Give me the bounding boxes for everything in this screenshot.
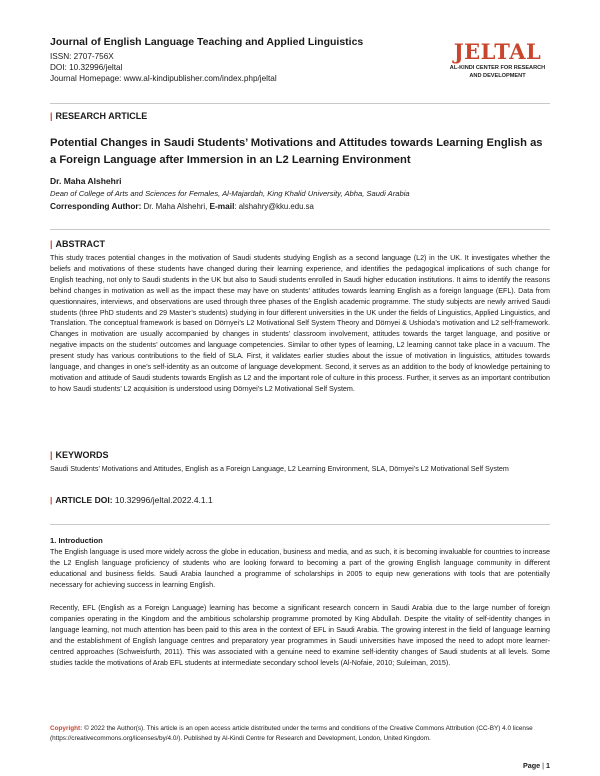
accent-bar-icon: | [50, 111, 53, 121]
keywords-heading-text: KEYWORDS [55, 450, 109, 460]
journal-issn: ISSN: 2707-756X [50, 52, 114, 61]
copyright-notice [50, 724, 550, 743]
keywords-text: Saudi Students’ Motivations and Attitudes, English as a Foreign Language, L2 Learning Environment, SLA, Dörnyei’s L2 Motivational Self System [50, 465, 509, 473]
logo-subtitle-line1: AL-KINDI CENTER FOR RESEARCH [449, 65, 546, 71]
copyright-label: Copyright: [50, 725, 83, 732]
keywords-heading [50, 450, 109, 460]
abstract-heading-text: ABSTRACT [55, 239, 106, 249]
article-doi-label: ARTICLE DOI: [55, 495, 113, 505]
article-doi-link[interactable]: 10.32996/jeltal.2022.4.1.1 [112, 495, 213, 505]
accent-bar-icon: | [50, 239, 53, 249]
author-name: Dr. Maha Alshehri [50, 176, 122, 186]
introduction-heading: 1. Introduction [50, 536, 103, 545]
accent-bar-icon: | [50, 450, 53, 460]
corresponding-author [50, 201, 314, 211]
page-number: 1 [546, 761, 550, 770]
article-title: Potential Changes in Saudi Students’ Motivations and Attitudes towards Learning English as a Foreign Language after Immersion in an L2 Learning Environment [50, 137, 543, 166]
accent-bar-icon: | [50, 495, 53, 505]
jeltal-logo [445, 40, 550, 80]
page-footer [523, 761, 550, 770]
introduction-paragraph-2: Recently, EFL (English as a Foreign Language) learning has become a significant research concern in Saudi Arabia due to the large number of foreign companies operating in the Kingdom and the ambitious scholarship programme promoted by King Abdullah. Despite the vitality of self-identity changes in language learning, not much attention has been paid to this area in the context of EFL in Saudi Arabia. The growing interest in the field of language learning and the establishment of English language centres and preparatory year programmes in Saudi universities have imposed the need to adopt more learner-centred approaches (Schweisfurth, 2011). This was associated with a genuine need to examine self-identity changes of Saudi students at all levels. Some studies tackle the motivations of Arab EFL students at intermediate secondary school levels (Al-Nofaie, 2010; Suleiman, 2015). [50, 604, 550, 667]
abstract-divider [50, 229, 550, 230]
article-type-label [50, 111, 147, 121]
journal-title: Journal of English Language Teaching and Applied Linguistics [50, 36, 364, 48]
corresponding-name: Dr. Maha Alshehri, [143, 202, 208, 211]
introduction-paragraph-1: The English language is used more widely across the globe in education, business and media, and as such, it is becoming invaluable for countries to increase the L2 English language proficiency of students who are looking forward to becoming a part of the growing English language community in different educational and business fields. Saudi Arabia launched a programme of scholarships in 2005 to equip new generations with tools that are potentially necessary for achieving success in learning English. [50, 548, 550, 589]
article-doi [50, 495, 213, 505]
abstract-text: This study traces potential changes in the motivation of Saudi students studying English as a second language (L2) in the UK. It investigates whether the beliefs and motivations of these students have changed during their learning experience, and identifies the pedagogical implications of such change for English teaching, not only to Saudi students in the UK but also to Saudi students enrolled in Saudi higher education institutions. It aims to identify the reasons behind changes in motivation as well as the impact these may have on students’ attitudes towards learning English as a foreign language (EFL). Data from questionnaires, interviews, and observations are used through three phases of the English academic programme. The study subjects are newly arrived Saudi students (three PhD students and 29 Master’s students) studying in four different universities in the UK under the fields of Linguistics, Applied Linguistics, and Translation. The conceptual framework is based on Dörnyei’s L2 Motivational Self System Theory and Dörnyei & Ushioda’s motivation and L2 self-framework. Changes in motivation are usually accompanied by changes in students’ classroom involvement, attitudes towards the target language, and positive or negative impacts on the students’ outcomes and language competencies. Similar to other types of learning, L2 learning cannot take place in a vacuum. The present study has various contributions to the field of SLA. First, it validates earlier studies about the issue of motivation in linguistics, attitudes towards language, and changes in one’s self-identity as an outcome of language development. Second, it serves as an addition to the body of knowledge pertaining to motivation and attitude of Saudi students towards English as L2 and the important role of culture in this process. Further, it serves as an important contribution to how Saudi students’ L2 acquisition is understood using Dörnyei’s L2 Motivational Self System. [50, 254, 550, 393]
copyright-text: © 2022 the Author(s). This article is an open access article distributed under the terms and conditions of the Creative Commons Attribution (CC-BY) 4.0 license (https://creativecommons.org/licenses/by/4.0/). Published by Al-Kindi Centre for Research and Development, London, United Kingdom. [50, 725, 533, 742]
abstract-heading [50, 239, 105, 249]
email-label: E-mail [209, 201, 235, 211]
journal-doi: DOI: 10.32996/jeltal [50, 63, 123, 72]
page-label: Page [522, 761, 541, 770]
logo-mark: JELTAL [453, 39, 542, 64]
corresponding-label: Corresponding Author: [50, 201, 142, 211]
footer-separator: | [542, 761, 544, 770]
header-divider [50, 103, 550, 104]
logo-subtitle-line2: AND DEVELOPMENT [469, 73, 526, 79]
author-affiliation: Dean of College of Arts and Sciences for Females, Al-Majardah, King Khalid University, Abha, Saudi Arabia [50, 189, 410, 198]
journal-homepage-link[interactable]: Journal Homepage: www.al-kindipublisher.com/index.php/jeltal [50, 74, 277, 83]
article-type-text: RESEARCH ARTICLE [55, 111, 148, 121]
journal-header [50, 36, 550, 96]
email-address-link[interactable]: : alshahry@kku.edu.sa [234, 202, 314, 211]
intro-divider [50, 524, 550, 525]
